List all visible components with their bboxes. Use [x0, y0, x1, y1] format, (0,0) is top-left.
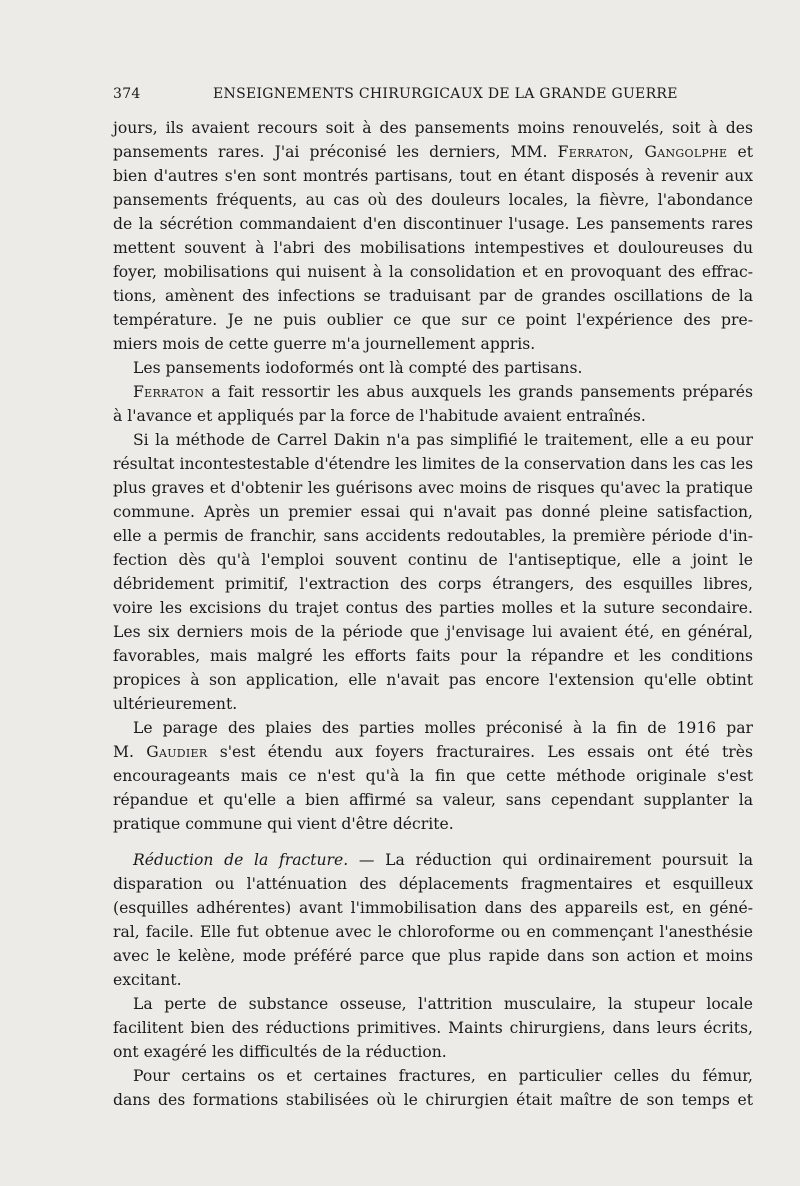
- text-line: à l'avance et appliqués par la force de l'habitude avaient entraînés.: [113, 407, 646, 425]
- text-line: mettent souvent à l'abri des mobilisations intempestives et douloureuses du: [113, 239, 753, 257]
- text-line: Les six derniers mois de la période que j'envisage lui avaient été, en général,: [113, 623, 753, 641]
- text-line: avec le kelène, mode préféré parce que plus rapide dans son action et moins: [113, 947, 753, 965]
- author-name: Gaudier: [146, 743, 208, 761]
- text-line: dans des formations stabilisées où le chirurgien était maître de son temps et: [113, 1091, 753, 1109]
- text-line: pansements fréquents, au cas où des douleurs locales, la fièvre, l'abondance: [113, 191, 753, 209]
- text-line: miers mois de cette guerre m'a journellement appris.: [113, 335, 536, 353]
- text-line: pratique commune qui vient d'être décrite.: [113, 815, 454, 833]
- text-line: commune. Après un premier essai qui n'avait pas donné pleine satisfaction,: [113, 503, 753, 521]
- section-heading-line: Réduction de la fracture. — La réduction qui ordinairement poursuit la: [133, 851, 753, 869]
- page-number: 374: [113, 86, 141, 102]
- text-line: bien d'autres s'en sont montrés partisans, tout en étant disposés à revenir aux: [113, 167, 753, 185]
- text-line: encourageants mais ce n'est qu'à la fin que cette méthode originale s'est: [113, 767, 753, 785]
- text-line: voire les excisions du trajet contus des parties molles et la suture secondaire.: [113, 599, 753, 617]
- text-line: jours, ils avaient recours soit à des pansements moins renouvelés, soit à des: [113, 119, 753, 137]
- text-line: M. Gaudier s'est étendu aux foyers fracturaires. Les essais ont été très: [113, 743, 753, 761]
- text-line: répandue et qu'elle a bien affirmé sa valeur, sans cependant supplanter la: [113, 791, 753, 809]
- text-line: ont exagéré les difficultés de la réduction.: [113, 1043, 447, 1061]
- text-line: propices à son application, elle n'avait pas encore l'extension qu'elle obtint: [113, 671, 753, 689]
- text-line: (esquilles adhérentes) avant l'immobilisation dans des appareils est, en géné-: [113, 899, 753, 917]
- text-line: ral, facile. Elle fut obtenue avec le chloroforme ou en commençant l'anesthésie: [113, 923, 753, 941]
- text-line: disparation ou l'atténuation des déplacements fragmentaires et esquilleux: [113, 875, 753, 893]
- text-line: facilitent bien des réductions primitives. Maints chirurgiens, dans leurs écrits,: [113, 1019, 753, 1037]
- text-line: débridement primitif, l'extraction des corps étrangers, des esquilles libres,: [113, 575, 753, 593]
- text-line: résultat incontestestable d'étendre les limites de la conservation dans les cas les: [113, 455, 754, 473]
- text-line: Pour certains os et certaines fractures, en particulier celles du fémur,: [133, 1067, 753, 1085]
- text-line: foyer, mobilisations qui nuisent à la consolidation et en provoquant des effrac-: [113, 263, 753, 281]
- text-line: favorables, mais malgré les efforts faits pour la répandre et les conditions: [113, 647, 753, 665]
- text-line: elle a permis de franchir, sans accidents redoutables, la première période d'in-: [113, 527, 753, 545]
- text-line: Si la méthode de Carrel Dakin n'a pas simplifié le traitement, elle a eu pour: [133, 431, 753, 449]
- text-line: La perte de substance osseuse, l'attrition musculaire, la stupeur locale: [133, 995, 753, 1013]
- author-names: Ferraton, Gangolphe: [557, 143, 728, 161]
- text-line: Ferraton a fait ressortir les abus auxquels les grands pansements préparés: [133, 383, 753, 401]
- text-line: de la sécrétion commandaient d'en discontinuer l'usage. Les pansements rares: [113, 215, 753, 233]
- text-line: Les pansements iodoformés ont là compté des partisans.: [133, 359, 583, 377]
- text-line: tions, amènent des infections se traduisant par de grandes oscillations de la: [113, 287, 753, 305]
- text-line: plus graves et d'obtenir les guérisons avec moins de risques qu'avec la pratique: [113, 479, 753, 497]
- text-line: Le parage des plaies des parties molles préconisé à la fin de 1916 par: [133, 719, 753, 737]
- text-line: fection dès qu'à l'emploi souvent continu de l'antiseptique, elle a joint le: [113, 551, 753, 569]
- section-heading: Réduction de la fracture.: [133, 851, 349, 869]
- running-head: [113, 86, 753, 108]
- author-name: Ferraton: [133, 383, 205, 401]
- text-line: ultérieurement.: [113, 695, 238, 713]
- text-line: excitant.: [113, 971, 182, 989]
- text-line: température. Je ne puis oublier ce que sur ce point l'expérience des pre-: [113, 311, 753, 329]
- text-line: pansements rares. J'ai préconisé les derniers, MM. Ferraton, Gangolphe et: [113, 143, 753, 161]
- running-title: ENSEIGNEMENTS CHIRURGICAUX DE LA GRANDE GUERRE: [213, 86, 678, 102]
